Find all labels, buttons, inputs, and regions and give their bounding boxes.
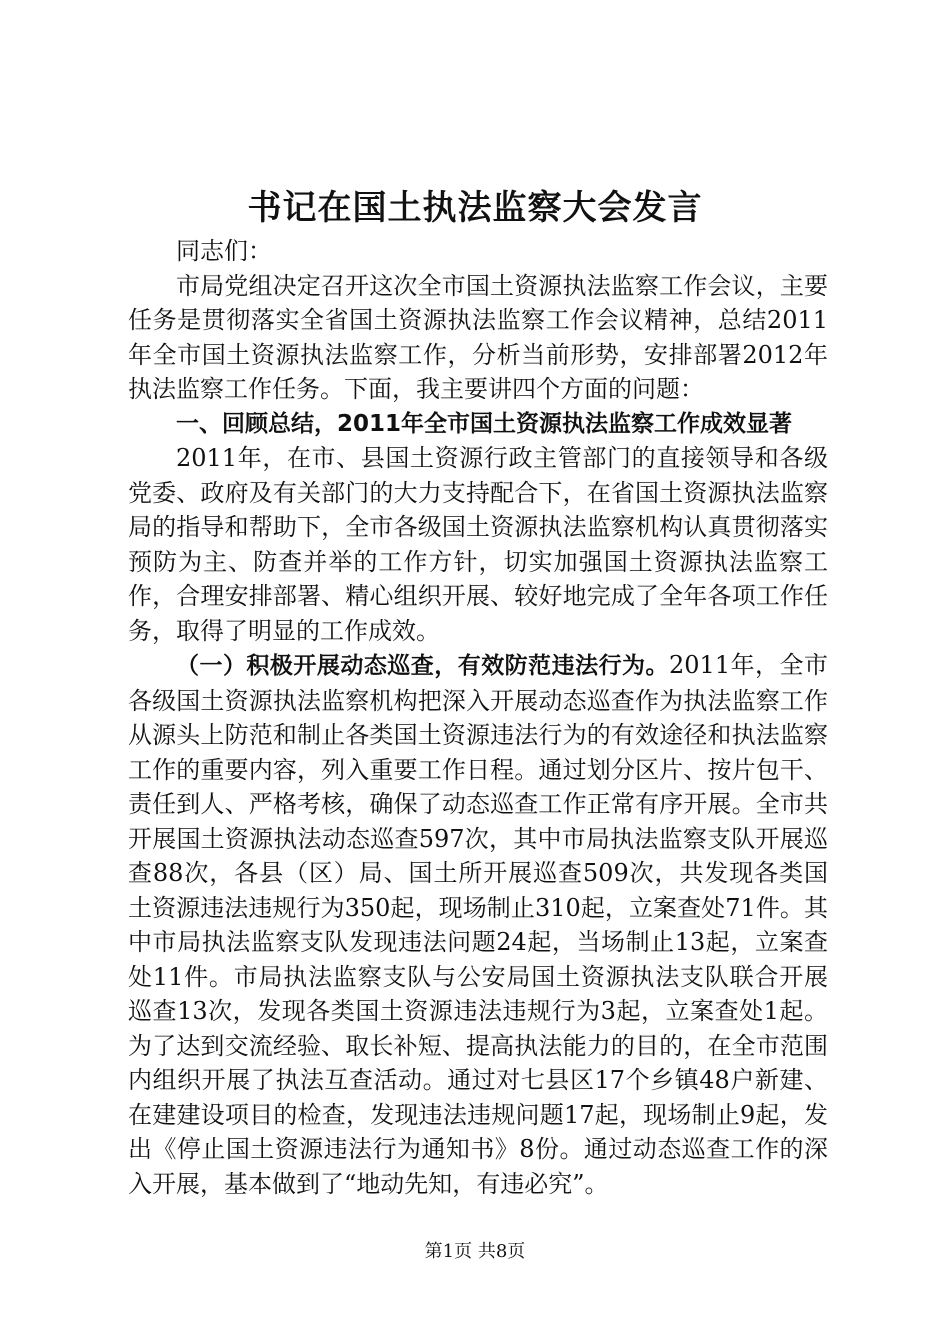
intro-paragraph: 市局党组决定召开这次全市国土资源执法监察工作会议，主要任务是贯彻落实全省国土资源执法监察工作会议精神，总结2011年全市国土资源执法监察工作，分析当前形势，安排部署2012年执法监察工作任务。下面，我主要讲四个方面的问题：: [128, 271, 828, 403]
document-title: 书记在国土执法监察大会发言: [247, 188, 703, 228]
subsection-1-text: 2011年，全市各级国土资源执法监察机构把深入开展动态巡查作为执法监察工作从源头上防范和制止各类国土资源违法行为的有效途径和执法监察工作的重要内容，列入重要工作日程。通过划分区片、按片包干、责任到人、严格考核，确保了动态巡查工作正常有序开展。全市共开展国土资源执法动态巡查597次，其中市局执法监察支队开展巡查88次，各县（区）局、国土所开展巡查509次，共发现各类国土资源违法违规行为350起，现场制止310起，立案查处71件。其中市局执法监察支队发现违法问题24起，当场制止13起，立案查处11件。市局执法监察支队与公安局国土资源执法支队联合开展巡查13次，发现各类国土资源违法违规行为3起，立案查处1起。为了达到交流经验、取长补短、提高执法能力的目的，在全市范围内组织开展了执法互查活动。通过对七县区17个乡镇48户新建、在建建设项目的检查，发现违法违规问题17起，现场制止9起，发出《停止国土资源违法行为通知书》8份。通过动态巡查工作的深入开展，基本做到了“地动先知，有违必究”。: [128, 651, 829, 1198]
salutation: 同志们：: [176, 237, 272, 265]
section-1-paragraph: 2011年，在市、县国土资源行政主管部门的直接领导和各级党委、政府及有关部门的大力支持配合下，在省国土资源执法监察局的指导和帮助下，全市各级国土资源执法监察机构认真贯彻落实预防为主、防查并举的工作方针，切实加强国土资源执法监察工作，合理安排部署、精心组织开展、较好地完成了全年各项工作任务，取得了明显的工作成效。: [128, 444, 828, 645]
section-heading-1: 一、回顾总结，2011年全市国土资源执法监察工作成效显著: [176, 410, 793, 437]
subsection-1-heading: （一）积极开展动态巡查，有效防范违法行为。: [176, 653, 670, 679]
page-footer: 第1页 共8页: [424, 1241, 526, 1262]
subsection-1-paragraph: [128, 648, 828, 1201]
document-body: [128, 234, 828, 1201]
